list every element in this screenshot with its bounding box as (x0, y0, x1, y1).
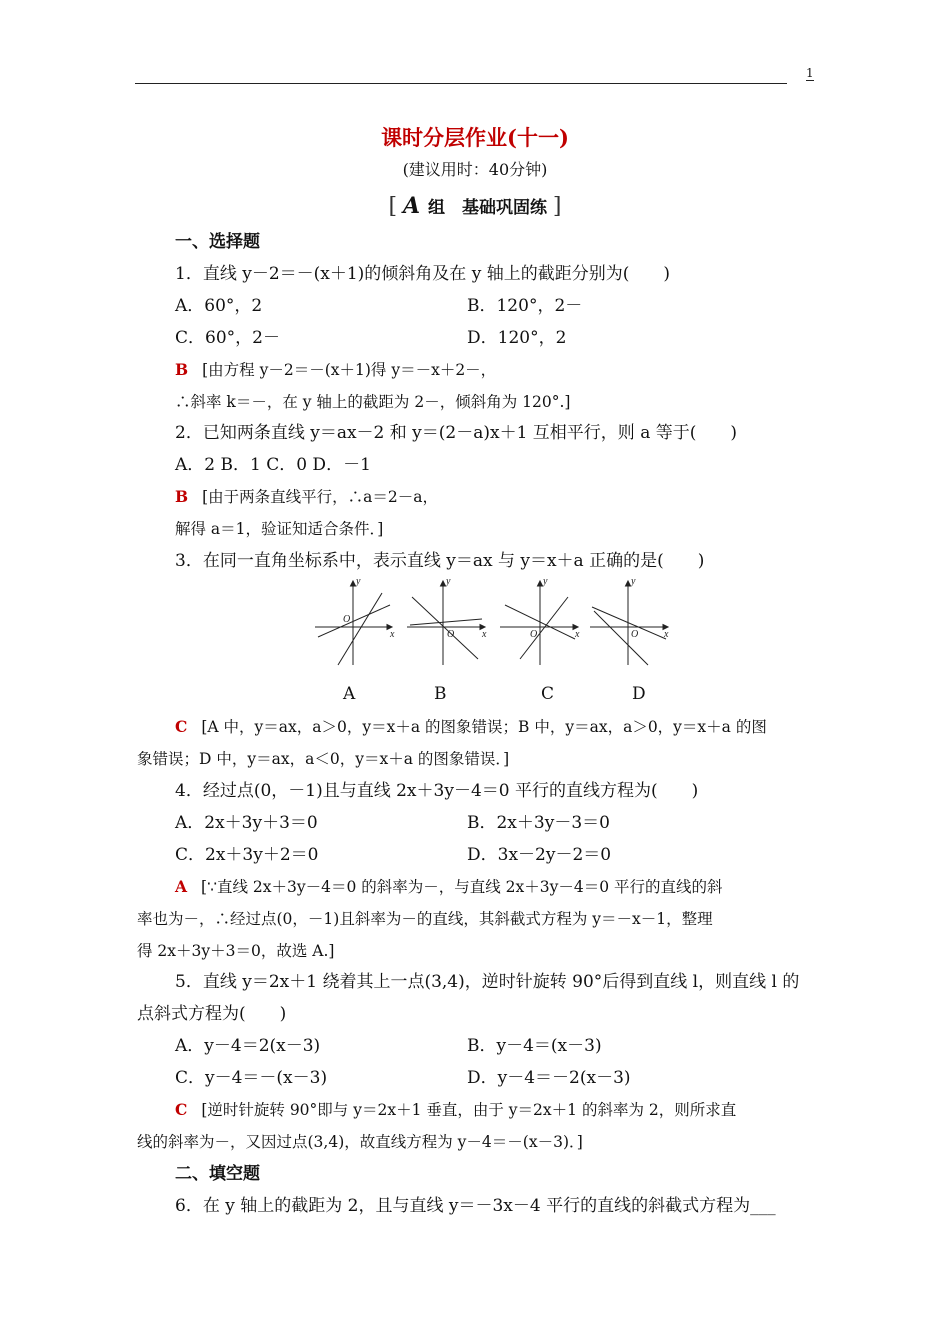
q1-option-c: C．60°，2－ (175, 328, 280, 348)
figure-a-x-label: x (390, 629, 395, 640)
q5-solution (175, 1098, 736, 1122)
figure-b-y-label: y (446, 576, 451, 587)
q4-option-c: C．2x＋3y＋2＝0 (175, 845, 319, 865)
figure-a-origin: O (343, 614, 351, 625)
q1-explanation-2: ∴斜率 k＝－，在 y 轴上的截距为 2－，倾斜角为 120°.] (175, 393, 571, 411)
q5-stem-1: 5．直线 y＝2x＋1 绕着其上一点(3,4)，逆时针旋转 90°后得到直线 l，则直线 l 的 (175, 972, 800, 992)
q4-explanation-2: 率也为－，∴经过点(0，－1)且斜率为－的直线，其斜截式方程为 y＝－x－1，整理 (137, 910, 713, 928)
arrow-icon (441, 581, 446, 586)
figure-d-line-1 (592, 607, 666, 639)
page-number: 1 (806, 66, 814, 80)
q2-answer: B (175, 487, 189, 506)
q3-explanation-2: 象错误；D 中，y＝ax，a＜0，y＝x＋a 的图象错误．] (137, 750, 510, 768)
group-heading (0, 193, 950, 219)
q5-explanation-1: [逆时针旋转 90°即与 y＝2x＋1 垂直，由于 y＝2x＋1 的斜率为 2，则所求直 (201, 1101, 737, 1119)
figure-d-x-label: x (664, 629, 669, 640)
section-heading-fill: 二、填空题 (175, 1164, 260, 1184)
q1-option-d: D．120°，2 (467, 328, 567, 348)
header-rule (135, 83, 787, 84)
figure-label-b: B (434, 684, 447, 704)
q6-stem: 6．在 y 轴上的截距为 2，且与直线 y＝－3x－4 平行的直线的斜截式方程为___ (175, 1196, 776, 1216)
figure-a-line-1 (318, 605, 390, 637)
q5-explanation-2: 线的斜率为－，又因过点(3,4)，故直线方程为 y－4＝－(x－3)．] (137, 1133, 583, 1151)
q2-solution (175, 485, 438, 509)
q2-options: A．2 B．1 C．0 D．－1 (175, 455, 371, 475)
arrow-icon (351, 581, 356, 586)
figure-b-line-2 (410, 619, 482, 625)
q3-explanation-1: [A 中，y＝ax，a＞0，y＝x＋a 的图象错误；B 中，y＝ax，a＞0，y＝x＋a 的图 (201, 718, 767, 736)
q3-answer: C (175, 717, 188, 736)
figure-d-y-label: y (631, 576, 636, 587)
q1-option-a: A．60°，2 (175, 296, 263, 316)
figure-c-line-2 (520, 597, 568, 659)
group-letter: A (403, 193, 421, 219)
figure-b-line-1 (412, 597, 478, 659)
q5-answer: C (175, 1100, 188, 1119)
q5-option-b: B．y－4＝(x－3) (467, 1036, 602, 1056)
figure-c-x-label: x (575, 629, 580, 640)
group-bracket-close: ] (552, 194, 562, 219)
suggested-time: (建议用时：40分钟) (402, 160, 548, 179)
q4-option-b: B．2x＋3y－3＝0 (467, 813, 610, 833)
q5-option-d: D．y－4＝－2(x－3) (467, 1068, 631, 1088)
q4-option-d: D．3x－2y－2＝0 (467, 845, 612, 865)
q1-solution (175, 358, 496, 382)
q4-option-a: A．2x＋3y＋3＝0 (175, 813, 318, 833)
q4-explanation-1: [∵直线 2x＋3y－4＝0 的斜率为－，与直线 2x＋3y－4＝0 平行的直线的斜 (201, 878, 723, 896)
arrow-icon (626, 581, 631, 586)
q3-stem: 3．在同一直角坐标系中，表示直线 y＝ax 与 y＝x＋a 正确的是( ) (175, 551, 705, 571)
figure-label-d: D (632, 684, 646, 704)
figure-a-line-2 (338, 593, 382, 665)
q3-figure (310, 575, 680, 670)
q1-stem: 1．直线 y－2＝－(x＋1)的倾斜角及在 y 轴上的截距分别为( ) (175, 264, 670, 284)
figure-c-origin: O (530, 629, 538, 640)
q4-answer: A (175, 877, 188, 896)
group-bracket-open: [ (388, 194, 398, 219)
figure-d-origin: O (631, 629, 639, 640)
group-label: 组 基础巩固练 (428, 198, 547, 218)
q1-answer: B (175, 360, 189, 379)
arrow-icon (538, 581, 543, 586)
figure-a-y-label: y (356, 576, 361, 587)
q4-solution (175, 875, 723, 899)
q5-stem-2: 点斜式方程为( ) (137, 1004, 287, 1024)
q1-explanation-1: [由方程 y－2＝－(x＋1)得 y＝－x＋2－， (202, 361, 497, 379)
q1-option-b: B．120°，2－ (467, 296, 583, 316)
figure-c-y-label: y (543, 576, 548, 587)
q4-stem: 4．经过点(0，－1)且与直线 2x＋3y－4＝0 平行的直线方程为( ) (175, 781, 699, 801)
figure-b-origin: O (447, 629, 455, 640)
figure-label-c: C (541, 684, 555, 704)
q3-solution (175, 715, 767, 739)
section-heading-choice: 一、选择题 (175, 232, 260, 252)
q2-explanation-1: [由于两条直线平行，∴a＝2－a， (202, 488, 439, 506)
q4-explanation-3: 得 2x＋3y＋3＝0，故选 A.] (137, 942, 335, 960)
q5-option-a: A．y－4＝2(x－3) (175, 1036, 321, 1056)
q2-stem: 2．已知两条直线 y＝ax－2 和 y＝(2－a)x＋1 互相平行，则 a 等于( ) (175, 423, 738, 443)
figure-label-a: A (343, 684, 356, 704)
figure-b-x-label: x (482, 629, 487, 640)
page-title: 课时分层作业(十一) (381, 125, 569, 150)
q5-option-c: C．y－4＝－(x－3) (175, 1068, 328, 1088)
q2-explanation-2: 解得 a＝1，验证知适合条件．] (175, 520, 384, 538)
